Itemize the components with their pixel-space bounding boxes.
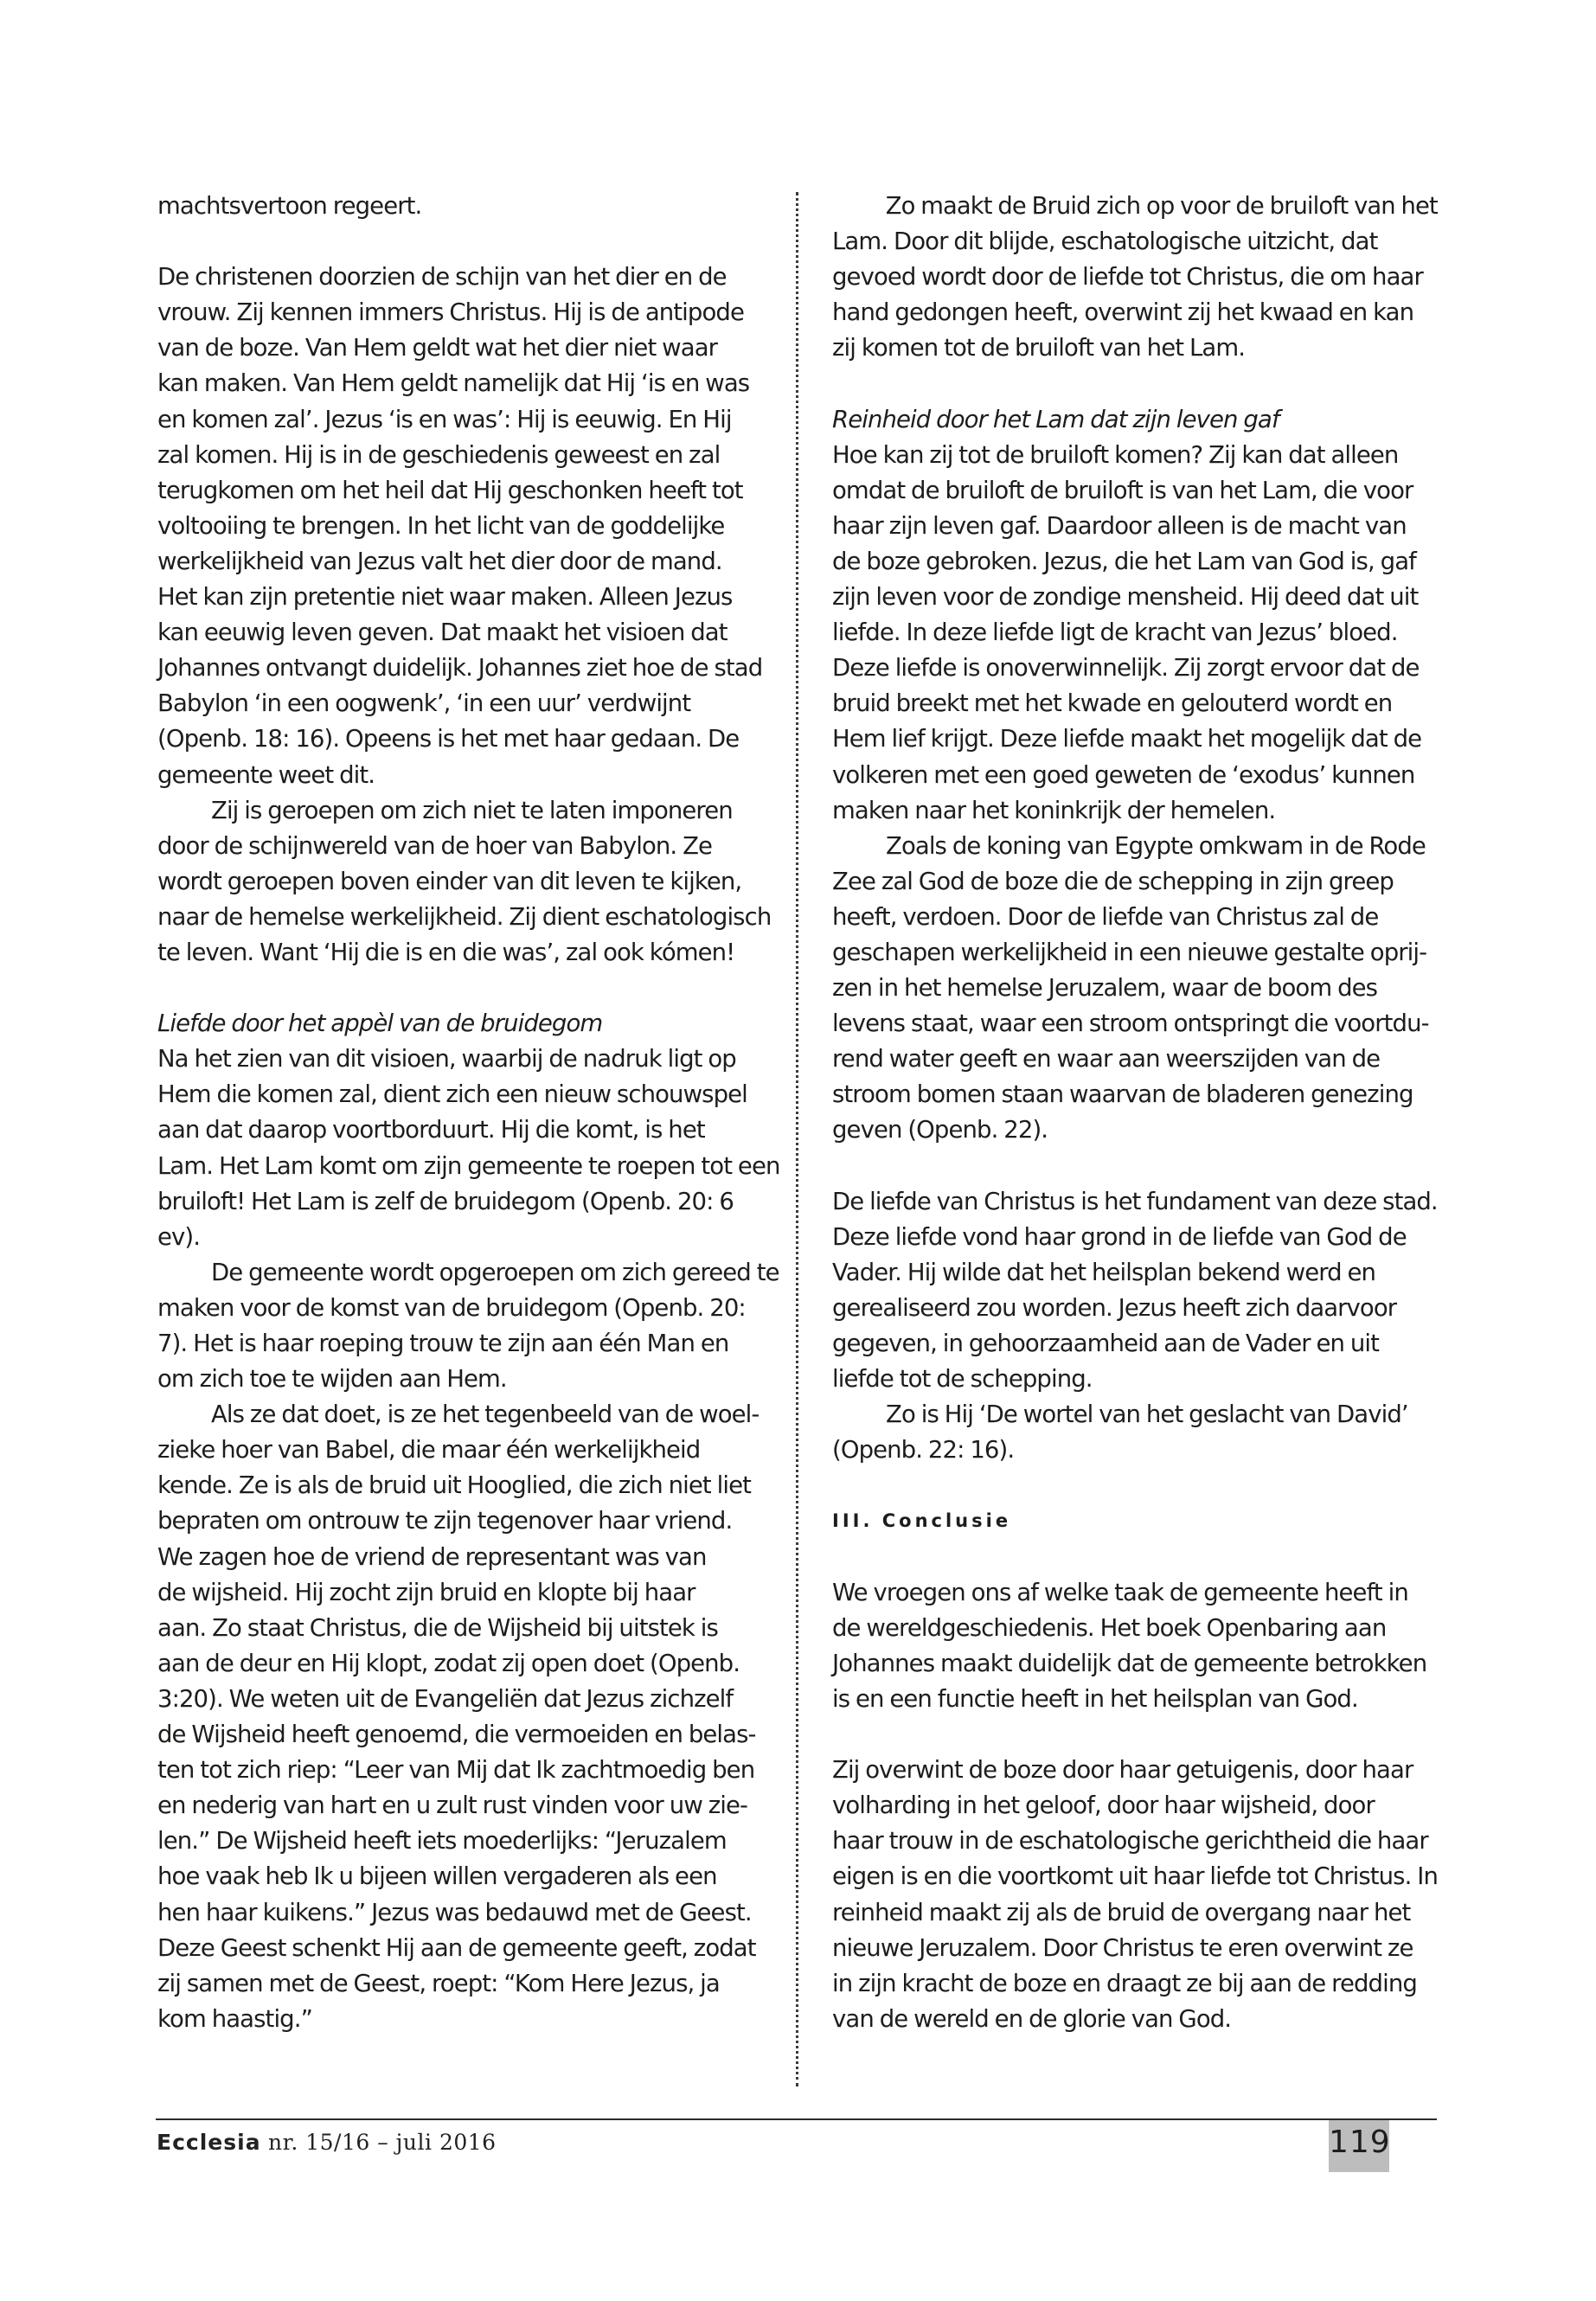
- page-number: 119: [1329, 2120, 1389, 2172]
- text-line: Johannes maakt duidelijk dat de gemeente betrokken: [832, 1649, 1427, 1677]
- text-line: vrouw. Zij kennen immers Christus. Hij is de antipode: [157, 298, 744, 327]
- blank-line: [832, 1468, 1438, 1503]
- blank-line: [157, 971, 789, 1006]
- text-line: is en een functie heeft in het heilsplan van God.: [832, 1684, 1358, 1713]
- blank-line: [832, 366, 1438, 401]
- column-divider: [796, 192, 798, 2086]
- text-line: gerealiseerd zou worden. Jezus heeft zich daarvoor: [832, 1293, 1397, 1322]
- text-line: volkeren met een goed geweten de ‘exodus’ kunnen: [832, 760, 1415, 789]
- text-line: liefde tot de schepping.: [832, 1365, 1093, 1394]
- text-line: zal komen. Hij is in de geschiedenis geweest en zal: [157, 440, 721, 469]
- text-line: de wereldgeschiedenis. Het boek Openbaring aan: [832, 1613, 1387, 1642]
- text-line: kan maken. Van Hem geldt namelijk dat Hij ‘is en was: [157, 369, 750, 398]
- paragraph-first-line: Zoals de koning van Egypte omkwam in de Rode: [886, 831, 1426, 860]
- text-line: De liefde van Christus is het fundament van deze stad.: [832, 1187, 1438, 1215]
- text-line: maken voor de komst van de bruidegom (Openb. 20:: [157, 1293, 746, 1322]
- blank-line: [157, 224, 789, 260]
- text-line: van de boze. Van Hem geldt wat het dier niet waar: [157, 334, 718, 362]
- text-line: kende. Ze is als de bruid uit Hooglied, die zich niet liet: [157, 1471, 752, 1500]
- text-line: kan eeuwig leven geven. Dat maakt het visioen dat: [157, 619, 727, 647]
- blank-line: [832, 1149, 1438, 1184]
- text-line: Lam. Door dit blijde, eschatologische uitzicht, dat: [832, 228, 1378, 256]
- text-line: liefde. In deze liefde ligt de kracht van Jezus’ bloed.: [832, 619, 1398, 647]
- footer-publication-info: [157, 2130, 497, 2155]
- text-line: zijn leven voor de zondige mensheid. Hij deed dat uit: [832, 583, 1419, 612]
- text-line: eigen is en die voortkomt uit haar liefde tot Christus. In: [832, 1862, 1438, 1891]
- text-line: volharding in het geloof, door haar wijsheid, door: [832, 1791, 1375, 1820]
- blank-line: [832, 1540, 1438, 1575]
- text-line: gevoed wordt door de liefde tot Christus, die om haar: [832, 263, 1423, 292]
- issue-info: nr. 15/16 – juli 2016: [268, 2130, 497, 2155]
- text-line: gemeente weet dit.: [157, 760, 375, 789]
- text-line: bruid breekt met het kwade en gelouterd wordt en: [832, 689, 1393, 718]
- text-line: haar zijn leven gaf. Daardoor alleen is de macht van: [832, 511, 1407, 540]
- blank-line: [832, 1717, 1438, 1753]
- text-line: haar trouw in de eschatologische gerichtheid die haar: [832, 1827, 1428, 1856]
- paragraph-first-line: Zo is Hij ‘De wortel van het geslacht van David’: [886, 1400, 1408, 1429]
- text-line: kom haastig.”: [157, 2004, 312, 2033]
- text-line: ev).: [157, 1222, 201, 1251]
- section-heading: III. Conclusie: [832, 1510, 1012, 1532]
- left-column: [157, 189, 789, 2037]
- text-line: en nederig van hart en u zult rust vinden voor uw zie-: [157, 1791, 748, 1820]
- text-line: de wijsheid. Hij zocht zijn bruid en klopte bij haar: [157, 1578, 695, 1606]
- text-line: werkelijkheid van Jezus valt het dier door de mand.: [157, 547, 722, 575]
- text-line: Deze liefde vond haar grond in de liefde van God de: [832, 1222, 1407, 1251]
- text-line: Zee zal God de boze die de schepping in zijn greep: [832, 867, 1394, 895]
- text-line: Lam. Het Lam komt om zijn gemeente te roepen tot een: [157, 1151, 780, 1180]
- text-line: aan de deur en Hij klopt, zodat zij open doet (Openb.: [157, 1649, 740, 1677]
- text-line: We zagen hoe de vriend de representant was van: [157, 1542, 707, 1571]
- text-line: Hoe kan zij tot de bruiloft komen? Zij kan dat alleen: [832, 440, 1399, 469]
- text-line: zij komen tot de bruiloft van het Lam.: [832, 334, 1246, 362]
- text-line: Na het zien van dit visioen, waarbij de nadruk ligt op: [157, 1045, 736, 1074]
- text-line: geven (Openb. 22).: [832, 1116, 1048, 1144]
- text-line: levens staat, waar een stroom ontspringt die voortdu-: [832, 1009, 1429, 1038]
- text-line: Vader. Hij wilde dat het heilsplan bekend werd en: [832, 1258, 1376, 1286]
- text-line: (Openb. 22: 16).: [832, 1436, 1015, 1465]
- text-line: 3:20). We weten uit de Evangeliën dat Jezus zichzelf: [157, 1684, 734, 1713]
- text-line: geschapen werkelijkheid in een nieuwe gestalte oprij-: [832, 938, 1427, 966]
- text-line: ten tot zich riep: “Leer van Mij dat Ik zachtmoedig ben: [157, 1756, 755, 1785]
- text-line: nieuwe Jeruzalem. Door Christus te eren overwint ze: [832, 1933, 1413, 1962]
- subheading: Liefde door het appèl van de bruidegom: [157, 1009, 603, 1038]
- text-line: rend water geeft en waar aan weerszijden van de: [832, 1045, 1381, 1074]
- text-line: gegeven, in gehoorzaamheid aan de Vader en uit: [832, 1330, 1380, 1357]
- text-line: De christenen doorzien de schijn van het dier en de: [157, 263, 727, 292]
- paragraph-first-line: Zo maakt de Bruid zich op voor de bruiloft van het: [885, 192, 1438, 220]
- text-line: stroom bomen staan waarvan de bladeren genezing: [832, 1080, 1413, 1109]
- text-line: bepraten om ontrouw te zijn tegenover haar vriend.: [157, 1507, 733, 1535]
- text-line: bruiloft! Het Lam is zelf de bruidegom (Openb. 20: 6: [157, 1187, 734, 1215]
- text-line: de Wijsheid heeft genoemd, die vermoeiden en belas-: [157, 1721, 756, 1749]
- paragraph-first-line: De gemeente wordt opgeroepen om zich gereed te: [211, 1258, 779, 1286]
- text-line: Hem die komen zal, dient zich een nieuw schouwspel: [157, 1080, 747, 1109]
- text-line: zen in het hemelse Jeruzalem, waar de boom des: [832, 974, 1378, 1003]
- text-line: te leven. Want ‘Hij die is en die was’, zal ook kómen!: [157, 938, 735, 966]
- subheading: Reinheid door het Lam dat zijn leven gaf: [832, 405, 1279, 433]
- footer-rule: [156, 2118, 1437, 2120]
- text-line: len.” De Wijsheid heeft iets moederlijks: “Jeruzalem: [157, 1827, 727, 1856]
- text-line: voltooiing te brengen. In het licht van de goddelijke: [157, 511, 725, 540]
- text-line: in zijn kracht de boze en draagt ze bij aan de redding: [832, 1969, 1417, 1997]
- text-line: 7). Het is haar roeping trouw te zijn aan één Man en: [157, 1330, 729, 1357]
- text-line: de boze gebroken. Jezus, die het Lam van God is, gaf: [832, 547, 1416, 575]
- text-line: Babylon ‘in een oogwenk’, ‘in een uur’ verdwijnt: [157, 689, 691, 718]
- text-line: hand gedongen heeft, overwint zij het kwaad en kan: [832, 298, 1414, 327]
- text-line: Het kan zijn pretentie niet waar maken. Alleen Jezus: [157, 583, 733, 612]
- text-line: (Openb. 18: 16). Opeens is het met haar gedaan. De: [157, 725, 740, 753]
- text-line: wordt geroepen boven einder van dit leven te kijken,: [157, 867, 742, 895]
- text-line: terugkomen om het heil dat Hij geschonken heeft tot: [157, 476, 743, 504]
- text-line: Zij overwint de boze door haar getuigenis, door haar: [832, 1756, 1413, 1785]
- text-line: Hem lief krijgt. Deze liefde maakt het mogelijk dat de: [832, 725, 1422, 753]
- text-line: aan dat daarop voortborduurt. Hij die komt, is het: [157, 1116, 705, 1144]
- text-line: Johannes ontvangt duidelijk. Johannes ziet hoe de stad: [157, 654, 763, 683]
- text-line: naar de hemelse werkelijkheid. Zij dient eschatologisch: [157, 902, 772, 931]
- text-line: heeft, verdoen. Door de liefde van Christus zal de: [832, 902, 1379, 931]
- paragraph-first-line: Zij is geroepen om zich niet te laten imponeren: [211, 796, 733, 824]
- text-line: van de wereld en de glorie van God.: [832, 2004, 1232, 2033]
- paragraph-first-line: Als ze dat doet, is ze het tegenbeeld van de woel-: [211, 1400, 760, 1429]
- text-line: hoe vaak heb Ik u bijeen willen vergaderen als een: [157, 1862, 717, 1891]
- text-line: machtsvertoon regeert.: [157, 192, 422, 220]
- text-line: hen haar kuikens.” Jezus was bedauwd met de Geest.: [157, 1898, 752, 1926]
- text-line: Deze Geest schenkt Hij aan de gemeente geeft, zodat: [157, 1933, 756, 1962]
- text-line: zieke hoer van Babel, die maar één werkelijkheid: [157, 1436, 701, 1465]
- text-line: door de schijnwereld van de hoer van Babylon. Ze: [157, 831, 713, 860]
- text-line: Deze liefde is onoverwinnelijk. Zij zorgt ervoor dat de: [832, 654, 1420, 683]
- text-line: zij samen met de Geest, roept: “Kom Here Jezus, ja: [157, 1969, 720, 1997]
- right-column: [832, 189, 1438, 2037]
- text-line: We vroegen ons af welke taak de gemeente heeft in: [832, 1578, 1408, 1606]
- text-line: reinheid maakt zij als de bruid de overgang naar het: [832, 1898, 1411, 1926]
- text-line: omdat de bruiloft de bruiloft is van het Lam, die voor: [832, 476, 1413, 504]
- text-line: maken naar het koninkrijk der hemelen.: [832, 796, 1276, 824]
- text-line: en komen zal’. Jezus ‘is en was’: Hij is eeuwig. En Hij: [157, 405, 732, 433]
- text-line: om zich toe te wijden aan Hem.: [157, 1365, 507, 1394]
- publication-name: Ecclesia: [157, 2130, 261, 2155]
- text-line: aan. Zo staat Christus, die de Wijsheid bij uitstek is: [157, 1613, 718, 1642]
